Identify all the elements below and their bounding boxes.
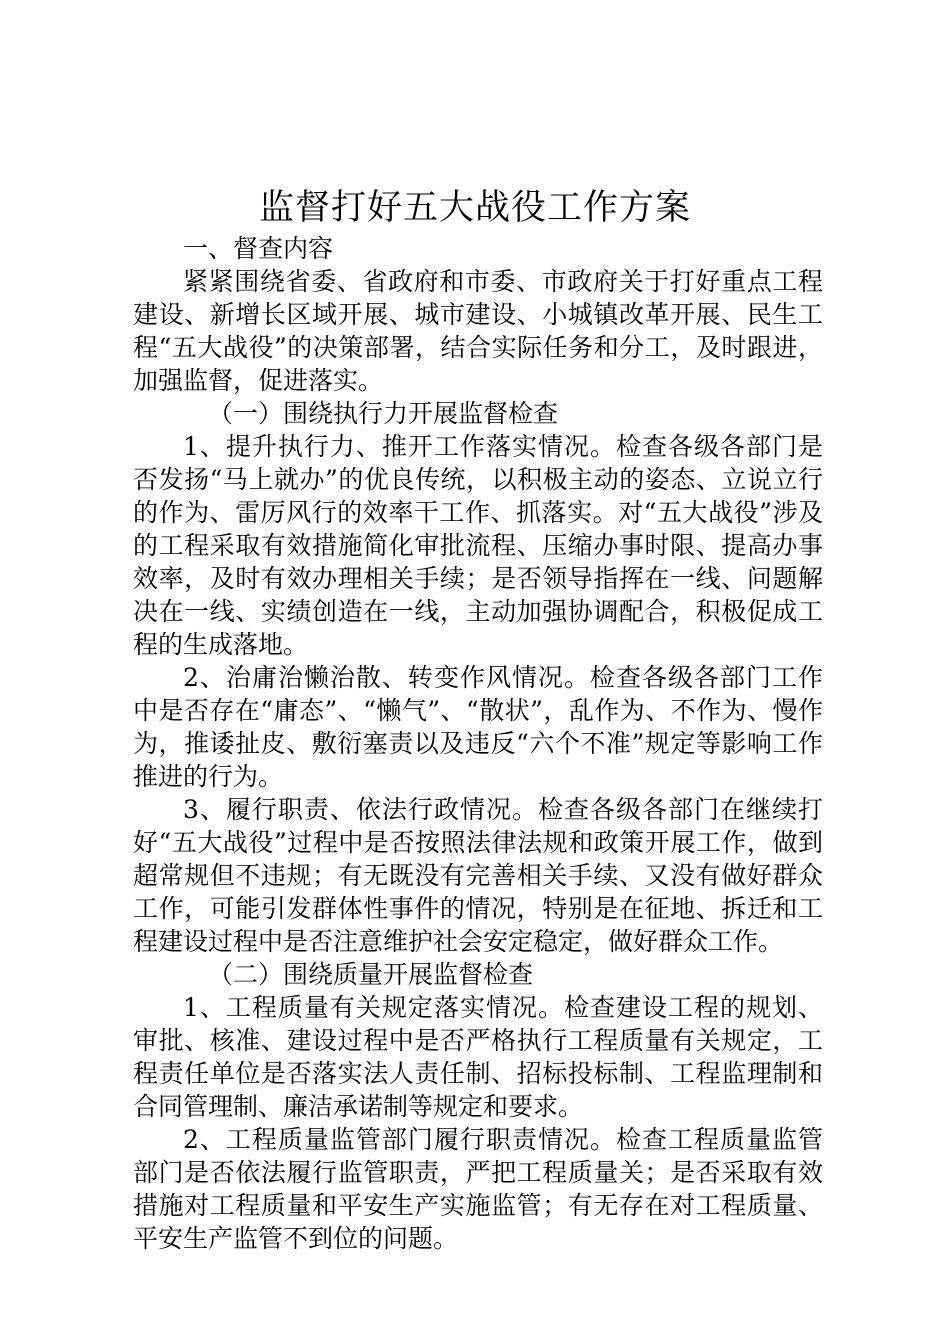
paragraph-quality-1: 1、工程质量有关规定落实情况。检查建设工程的规划、审批、核准、建设过程中是否严格执行工程质量有关规定，工程责任单位是否落实法人责任制、招标投标制、工程监理制和合同管理制、廉洁承诺制等规定和要求。: [133, 993, 823, 1121]
paragraph-execution-2: 2、治庸治懒治散、转变作风情况。检查各级各部门工作中是否存在“庸态”、“懒气”、“散状”，乱作为、不作为、慢作为，推诿扯皮、敷衍塞责以及违反“六个不准”规定等影响工作推进的行为。: [133, 663, 823, 791]
paragraph-execution-3: 3、履行职责、依法行政情况。检查各级各部门在继续打好“五大战役”过程中是否按照法律法规和政策开展工作，做到超常规但不违规；有无既没有完善相关手续、又没有做好群众工作，可能引发群体性事件的情况，特别是在征地、拆迁和工程建设过程中是否注意维护社会安定稳定，做好群众工作。: [133, 795, 823, 956]
subsection-heading-quality: （二）围绕质量开展监督检查: [208, 960, 534, 989]
paragraph-quality-2: 2、工程质量监管部门履行职责情况。检查工程质量监管部门是否依法履行监管职责，严把工程质量关；是否采取有效措施对工程质量和平安生产实施监管；有无存在对工程质量、平安生产监管不到位的问题。: [133, 1125, 823, 1253]
paragraph-intro: 紧紧围绕省委、省政府和市委、市政府关于打好重点工程建设、新增长区域开展、城市建设、小城镇改革开展、民生工程“五大战役”的决策部署，结合实际任务和分工，及时跟进，加强监督，促进落实。: [133, 267, 823, 395]
subsection-heading-execution: （一）围绕执行力开展监督检查: [208, 399, 559, 428]
section-heading-inspection-content: 一、督查内容: [183, 234, 334, 263]
document-title: 监督打好五大战役工作方案: [258, 188, 691, 228]
document-body: [133, 232, 823, 1255]
paragraph-execution-1: 1、提升执行力、推开工作落实情况。检查各级各部门是否发扬“马上就办”的优良传统，以积极主动的姿态、立说立行的作为、雷厉风行的效率干工作、抓落实。对“五大战役”涉及的工程采取有效措施简化审批流程、压缩办事时限、提高办事效率，及时有效办理相关手续；是否领导指挥在一线、问题解决在一线、实绩创造在一线，主动加强协调配合，积极促成工程的生成落地。: [133, 432, 823, 659]
